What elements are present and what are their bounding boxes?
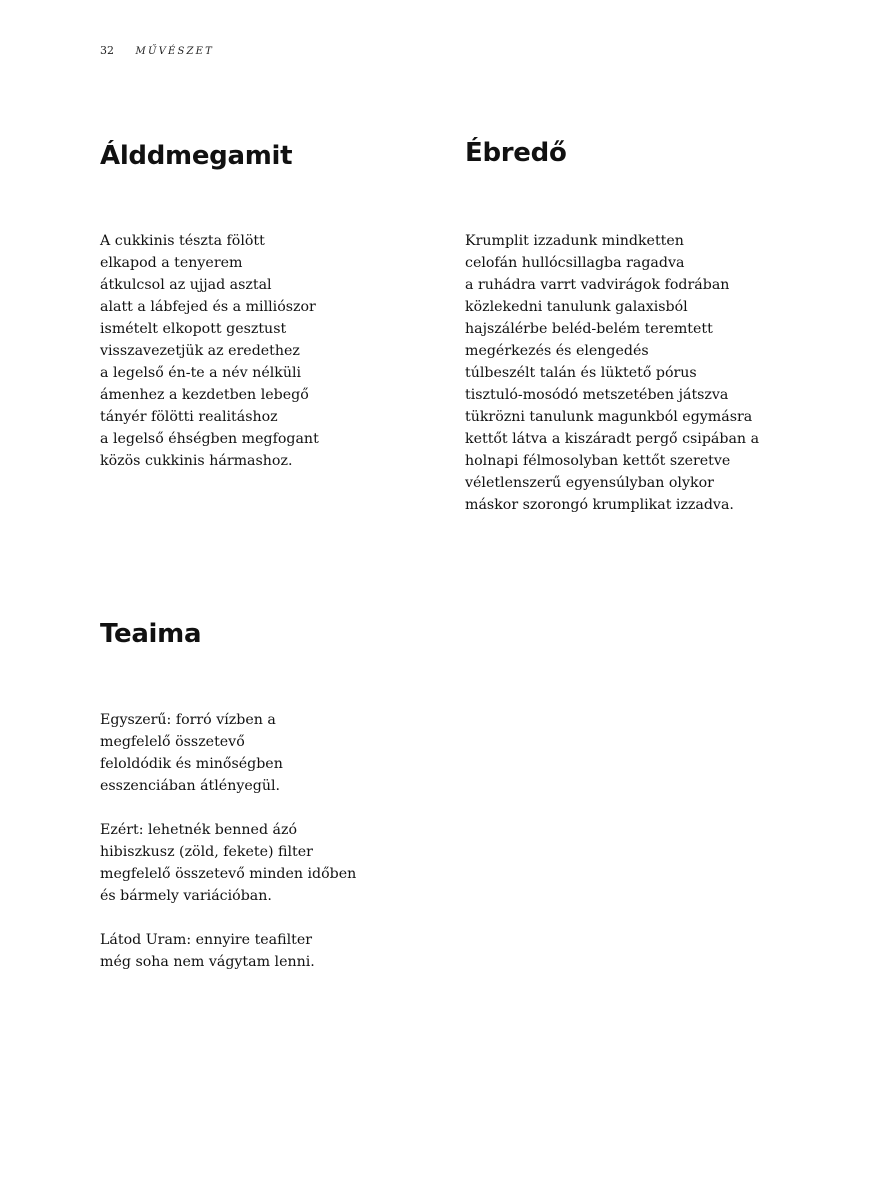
stanza <box>465 230 845 516</box>
poem-ebredo <box>465 137 845 516</box>
poem-title: Ébredő <box>465 138 567 168</box>
poem-line: Egyszerű: forró vízben a <box>100 712 276 728</box>
poem-line: hajszálérbe beléd-belém teremtett <box>465 321 713 337</box>
poem-line: Látod Uram: ennyire teafilter <box>100 932 313 948</box>
poem-line: ismételt elkopott gesztust <box>100 321 287 337</box>
poem-title: Teaima <box>100 619 202 649</box>
poem-line: még soha nem vágytam lenni. <box>100 954 315 970</box>
poem-line: tisztuló-mosódó metszetében játszva <box>465 387 729 403</box>
poem-line: a ruhádra varrt vadvirágok fodrában <box>465 277 730 293</box>
poem-line: átkulcsol az ujjad asztal <box>100 277 272 293</box>
poem-body <box>100 230 430 472</box>
poem-line: celofán hullócsillagba ragadva <box>465 255 685 271</box>
running-head <box>100 44 214 57</box>
poem-line: tükrözni tanulunk magunkból egymásra <box>465 409 753 425</box>
stanza <box>100 929 430 973</box>
poem-line: kettőt látva a kiszáradt pergő csipában a <box>465 431 760 447</box>
poem-line: ámenhez a kezdetben lebegő <box>100 387 309 403</box>
poem-alddmegamit <box>100 140 430 472</box>
poem-line: máskor szorongó krumplikat izzadva. <box>465 497 734 513</box>
poem-line: közös cukkinis hármashoz. <box>100 453 293 469</box>
poem-line: a legelső éhségben megfogant <box>100 431 319 447</box>
poem-teaima <box>100 618 430 973</box>
stanza <box>100 819 430 907</box>
poem-line: megfelelő összetevő minden időben <box>100 866 357 882</box>
poem-body <box>100 709 430 973</box>
poem-line: a legelső én-te a név nélküli <box>100 365 302 381</box>
poem-line: alatt a lábfejed és a milliószor <box>100 299 316 315</box>
poem-line: feloldódik és minőségben <box>100 756 283 772</box>
stanza <box>100 709 430 797</box>
poem-line: Ezért: lehetnék benned ázó <box>100 822 298 838</box>
poem-line: hibiszkusz (zöld, fekete) filter <box>100 844 313 860</box>
poem-line: A cukkinis tészta fölött <box>100 233 265 249</box>
poem-body <box>465 230 845 516</box>
poem-line: elkapod a tenyerem <box>100 255 243 271</box>
section-name: MŰVÉSZET <box>135 46 215 57</box>
poem-line: visszavezetjük az eredethez <box>100 343 300 359</box>
poem-line: megérkezés és elengedés <box>465 343 649 359</box>
poem-line: Krumplit izzadunk mindketten <box>465 233 684 249</box>
poem-line: tányér fölötti realitáshoz <box>100 409 278 425</box>
poem-line: esszenciában átlényegül. <box>100 778 281 794</box>
page-number: 32 <box>100 44 114 57</box>
poem-line: közlekedni tanulunk galaxisból <box>465 299 688 315</box>
poem-line: túlbeszélt talán és lüktető pórus <box>465 365 697 381</box>
stanza <box>100 230 430 472</box>
poem-line: holnapi félmosolyban kettőt szeretve <box>465 453 731 469</box>
poem-title: Álddmegamit <box>100 141 293 171</box>
poem-line: megfelelő összetevő <box>100 734 245 750</box>
poem-line: és bármely variációban. <box>100 888 272 904</box>
poem-line: véletlenszerű egyensúlyban olykor <box>465 475 714 491</box>
